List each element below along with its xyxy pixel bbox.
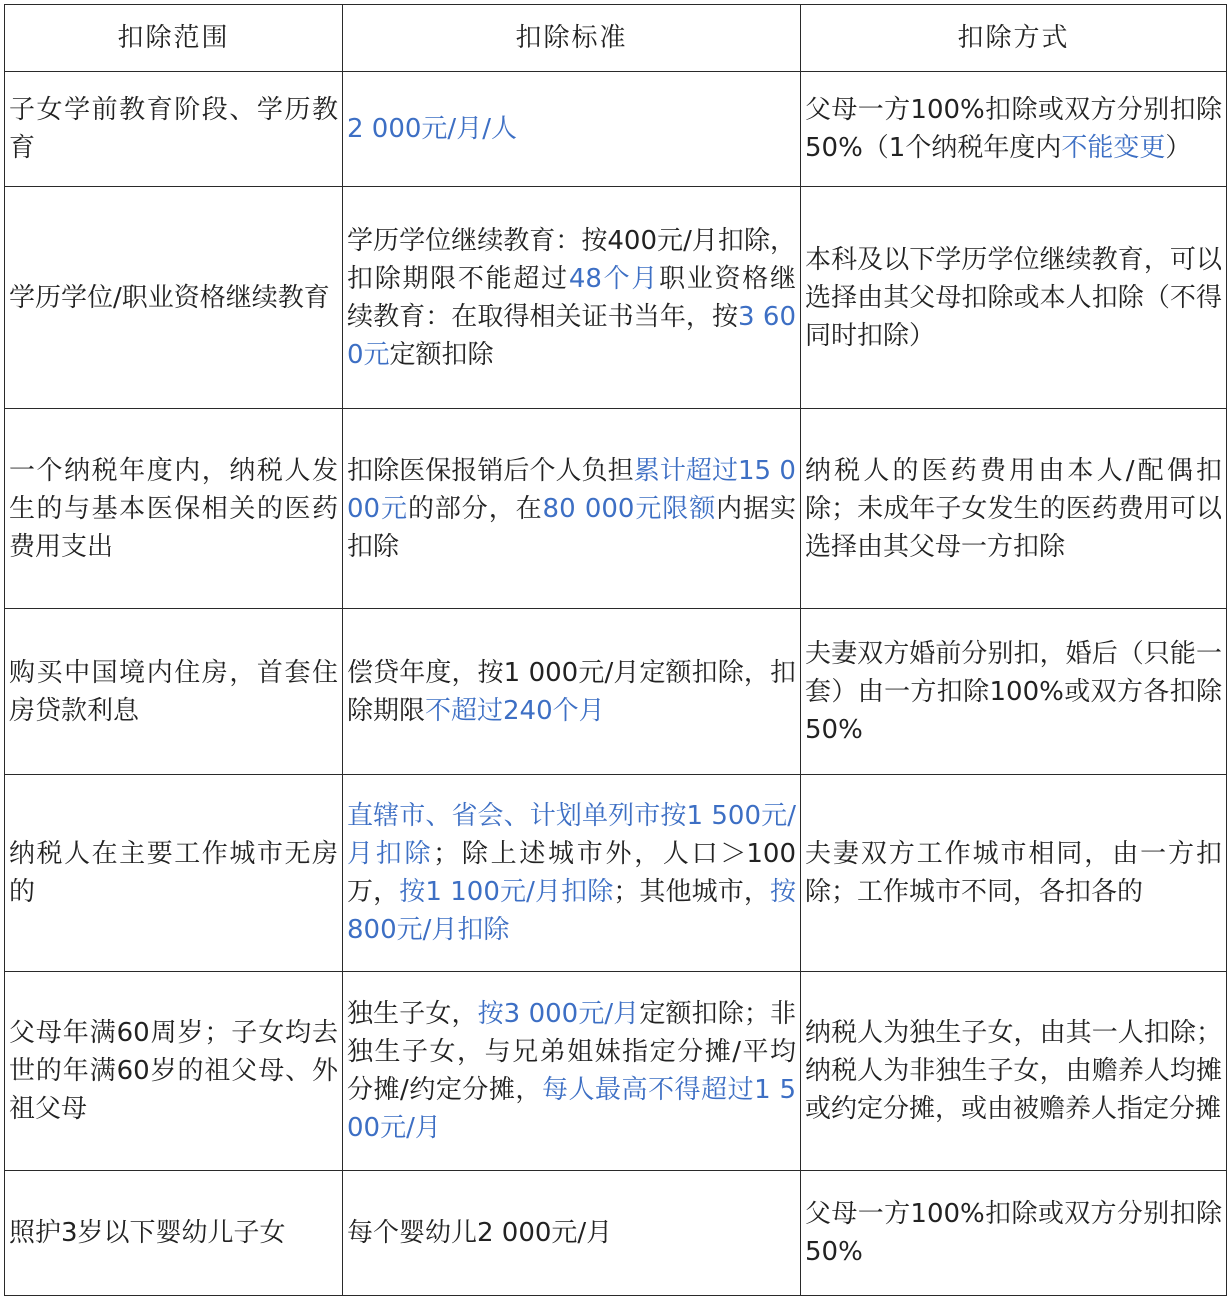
highlight-text: 直辖市、省会、计划单列市按1 500元/月扣除 [347,801,796,869]
scope-cell: 纳税人在主要工作城市无房的 [5,775,343,972]
method-cell [801,72,1227,187]
text-run: 夫妻双方工作城市相同，由一方扣除；工作城市不同，各扣各的 [805,839,1222,907]
text-run: 职业资格继续教育：在取得相关证书当年，按 [347,263,796,332]
highlight-text: 按1 100元/月扣除 [399,877,614,907]
method-cell [801,409,1227,609]
method-cell [801,187,1227,409]
scope-cell: 一个纳税年度内，纳税人发生的与基本医保相关的医药费用支出 [5,409,343,609]
highlight-text: 按800元/月扣除 [347,877,796,945]
tax-deduction-table [4,4,1227,1296]
scope-cell: 子女学前教育阶段、学历教育 [5,72,343,187]
text-run: 独生子女， [347,999,478,1029]
header-standard: 扣除标准 [343,5,801,72]
method-cell [801,972,1227,1171]
scope-cell: 学历学位/职业资格继续教育 [5,187,343,409]
scope-cell: 购买中国境内住房，首套住房贷款利息 [5,609,343,775]
standard-cell [343,972,801,1171]
text-run: 扣除医保报销后个人负担 [347,455,634,486]
header-method: 扣除方式 [801,5,1227,72]
standard-cell [343,775,801,972]
text-run: 纳税人为独生子女，由其一人扣除；纳税人为非独生子女，由赡养人均摊或约定分摊，或由被赡养人指定分摊 [805,1018,1222,1124]
highlight-text: 不超过240个月 [425,695,605,726]
text-run: ） [1165,133,1192,163]
header-scope: 扣除范围 [5,5,343,72]
highlight-text: 3 600元 [347,301,796,370]
table-row [5,409,1227,609]
text-run: 的部分，在 [407,493,543,524]
method-cell [801,609,1227,775]
table-row [5,609,1227,775]
text-run: ；除上述城市外，人口＞100万， [347,839,796,907]
table-row [5,187,1227,409]
text-run: 纳税人的医药费用由本人/配偶扣除；未成年子女发生的医药费用可以选择由其父母一方扣除 [805,455,1222,562]
text-run: 父母一方100%扣除或双方分别扣除50%（1个纳税年度内 [805,95,1222,163]
highlight-text: 每人最高不得超过1 500元/月 [347,1075,796,1143]
table-row [5,72,1227,187]
highlight-text: 按3 000元/月 [477,999,640,1029]
text-run: 父母一方100%扣除或双方分别扣除50% [805,1199,1222,1267]
method-cell [801,1171,1227,1296]
header-row [5,5,1227,72]
text-run: 偿贷年度，按1 000元/月定额扣除，扣除期限 [347,657,796,726]
text-run: 内据实扣除 [347,493,796,562]
scope-cell: 父母年满60周岁；子女均去世的年满60岁的祖父母、外祖父母 [5,972,343,1171]
table-row [5,972,1227,1171]
text-run: 学历学位继续教育：按400元/月扣除，扣除期限不能超过 [347,225,796,294]
text-run: 定额扣除；非独生子女，与兄弟姐妹指定分摊/平均分摊/约定分摊， [347,999,796,1105]
highlight-text: 不能变更 [1061,133,1166,163]
text-run: 每个婴幼儿2 000元/月 [347,1218,613,1248]
highlight-text: 48个月 [568,263,660,294]
table-row [5,1171,1227,1296]
text-run: 本科及以下学历学位继续教育，可以选择由其父母扣除或本人扣除（不得同时扣除） [805,244,1222,351]
text-run: 定额扣除 [389,339,494,370]
method-cell [801,775,1227,972]
standard-cell [343,609,801,775]
text-run: ；其他城市， [613,877,770,907]
highlight-text: 2 000元/月/人 [347,114,517,144]
standard-cell [343,1171,801,1296]
standard-cell [343,187,801,409]
standard-cell [343,72,801,187]
standard-cell [343,409,801,609]
table-row [5,775,1227,972]
highlight-text: 80 000元限额 [542,493,717,524]
text-run: 夫妻双方婚前分别扣，婚后（只能一套）由一方扣除100%或双方各扣除50% [805,638,1222,745]
highlight-text: 累计超过15 000元 [347,455,796,524]
scope-cell: 照护3岁以下婴幼儿子女 [5,1171,343,1296]
